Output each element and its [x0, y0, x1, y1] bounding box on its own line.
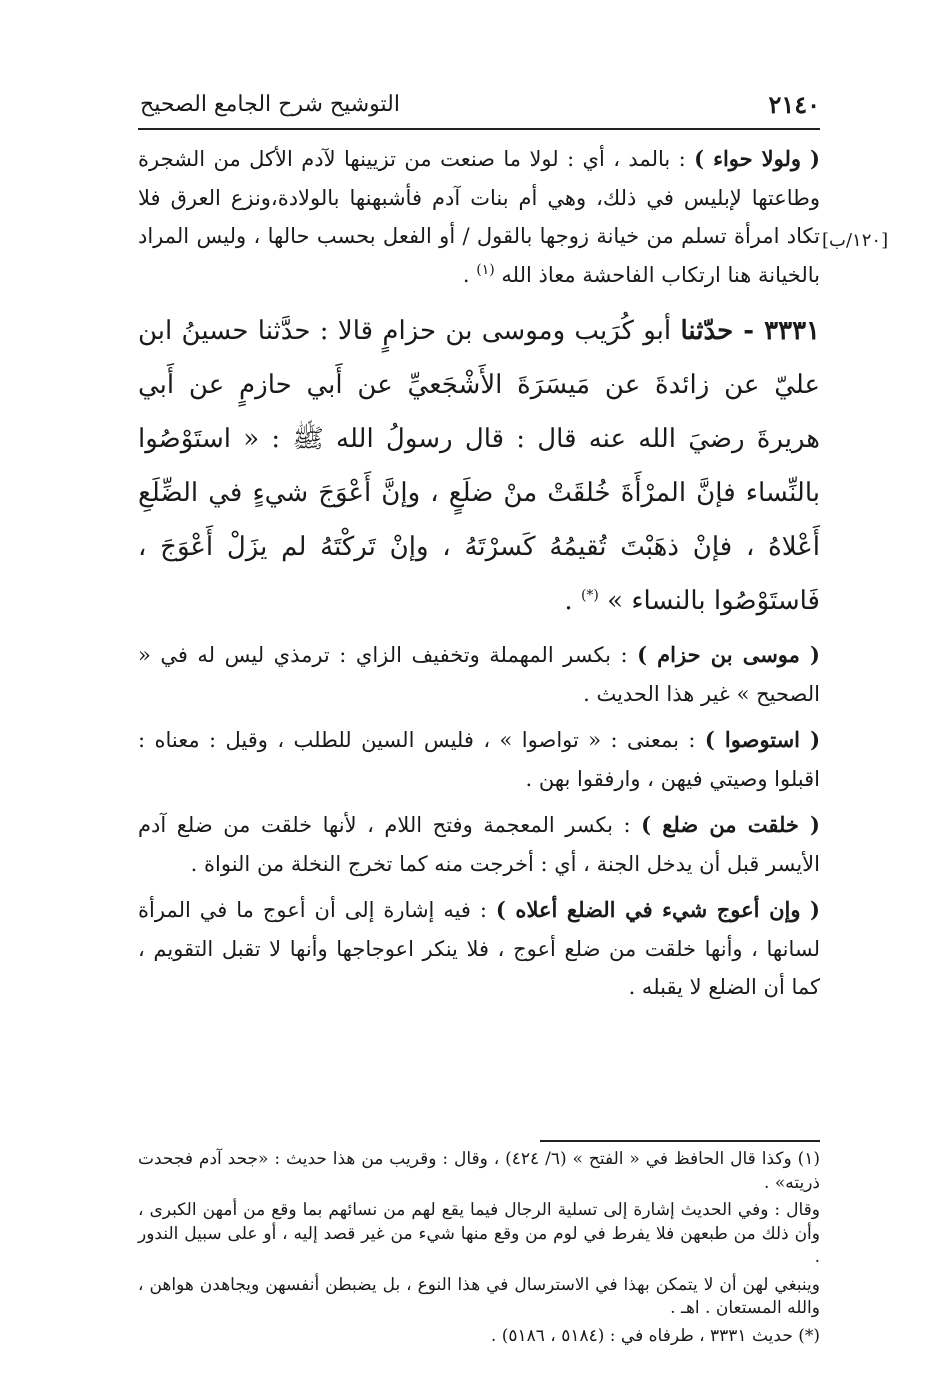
page-header [138, 88, 820, 128]
paragraph-text: : بمعنى : « تواصوا » ، فليس السين للطلب ، وقيل : معناه : اقبلوا وصيتي فيهن ، وارفقوا بهن . [138, 728, 820, 791]
book-title: التوشيح شرح الجامع الصحيح [140, 92, 400, 117]
lemma: ( استوصوا ) [704, 727, 820, 752]
main-text [138, 140, 820, 1015]
commentary-paragraph [138, 140, 820, 294]
footnote-ref[interactable]: (*) [580, 587, 599, 604]
paragraph-text: : بكسر المهملة وتخفيف الزاي : ترمذي ليس له في « الصحيح » غير هذا الحديث . [138, 643, 820, 706]
commentary-paragraph [138, 806, 820, 883]
paragraph-text: : بكسر المعجمة وفتح اللام ، لأنها خلقت من ضلع آدم الأيسر قبل أن يدخل الجنة ، أي : أخرجت منه كما تخرج النخلة من النواة . [138, 813, 820, 876]
lemma: ( ولولا حواء ) [694, 146, 820, 171]
header-rule [138, 128, 820, 130]
footnote: (*) حديث ٣٣٣١ ، طرفاه في : (٥١٨٤ ، ٥١٨٦) . [490, 1325, 820, 1346]
paragraph-text: : بالمد ، أي : لولا ما صنعت من تزيينها لآدم الأكل من الشجرة وطاعتها لإبليس في ذلك، وهي أم بنات آدم فأشبهنها بالولادة،ونزع العرق فلا تكاد امرأة تسلم من خيانة زوجها بالقول / أو الفعل بحسب حالها ، وليس المراد بالخيانة هنا ارتكاب الفاحشة معاذ الله [138, 147, 820, 287]
lemma: ( وإن أعوج شيء في الضلع أعلاه ) [495, 897, 820, 922]
page-number: ٢١٤٠ [768, 90, 820, 119]
punctuation: . [564, 586, 581, 616]
hadith-body: أبو كُرَيب وموسى بن حزامٍ قالا : حدَّثنا حسينُ ابن عليّ عن زائدةَ عن مَيسَرَةَ الأَشْجَعيِّ عن أَبي حازمٍ عن أَبي هريرةَ رضيَ الله عنه قال : قال رسولُ الله ﷺ : « استَوْصُوا بالنِّساء فإنَّ المرْأَةَ خُلقَتْ منْ ضلَعٍ ، وإنَّ أَعْوَجَ شيءٍ في الضِّلَعِ أَعْلاهُ ، فإنْ ذهَبْتَ تُقيمُهُ كَسرْتَهُ ، وإنْ تَركْتَهُ لم يزَلْ أَعْوَجَ ، فَاستَوْصُوا بالنساء » [138, 316, 820, 616]
book-page [138, 88, 821, 1346]
lemma: ( خلقت من ضلع ) [641, 812, 820, 837]
footnote-ref[interactable]: (١) [476, 261, 495, 278]
footnote: وينبغي لهن أن لا يتمكن بهذا في الاسترسال في هذا النوع ، بل يضبطن أنفسهن ويجاهدن هواهن ، والله المستعان . اهـ . [138, 1274, 820, 1318]
commentary-paragraph [138, 891, 820, 1007]
hadith-text [138, 304, 820, 628]
footnote: (١) وكذا قال الحافظ في « الفتح » (٦/ ٤٢٤) ، وقال : وقريب من هذا حديث : «جحد آدم فجحدت ذريته» . [138, 1149, 820, 1193]
footnote-rule [540, 1140, 820, 1142]
punctuation: . [462, 262, 477, 287]
hadith-number: ٣٣٣١ - حدّثنا [680, 316, 821, 346]
commentary-paragraph [138, 721, 820, 798]
manuscript-folio-note: [١٢٠/ب] [822, 230, 889, 251]
commentary-paragraph [138, 636, 820, 713]
paragraph-text: : فيه إشارة إلى أن أعوج ما في المرأة لسانها ، وأنها خلقت من ضلع أعوج ، فلا ينكر اعوجاجها وأنها لا تقبل التقويم ، كما أن الضلع لا يقبله . [138, 898, 820, 999]
footnotes [138, 1148, 820, 1352]
footnote: وقال : وفي الحديث إشارة إلى تسلية الرجال فيما يقع لهم من نسائهم بما وقع من أمهن الكبرى ، وأن ذلك من طبعهن فلا يفرط في لوم من وقع منها شيء من غير قصد إليه ، أو على سبيل الندور . [138, 1200, 820, 1267]
lemma: ( موسى بن حزام ) [637, 642, 820, 667]
